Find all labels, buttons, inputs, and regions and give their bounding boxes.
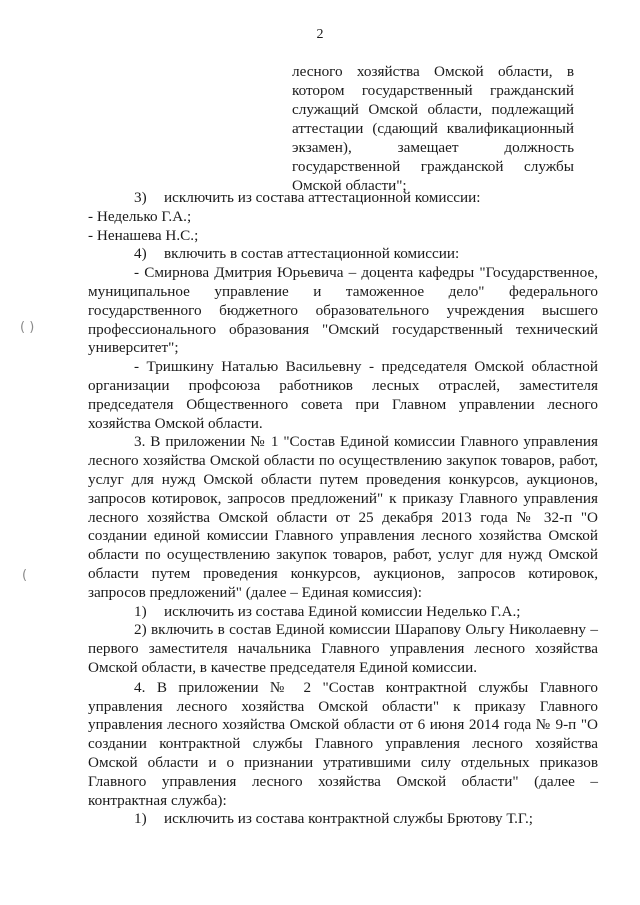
binding-hole-mark: ( ) — [20, 320, 35, 335]
list-item-number: 3) — [134, 189, 147, 206]
binding-hole-mark: ( — [22, 568, 28, 583]
paragraph-3: 3. В приложении № 1 "Состав Единой комиссии Главного управления лесного хозяйства Омской области по осуществлению закупок товаров, работ, услуг для нужд Омской области путем проведения конкурсов, аукционов, запросов котировок, запросов предложений" к приказу Главного управления лесного хозяйства Омской области от 25 декабря 2013 года № 32-п "О создании единой комиссии Главного управления лесного хозяйства Омской области по осуществлению закупок товаров, работ, услуг для нужд Омской области путем проведения конкурсов, аукционов, запросов котировок, запросов предложений" (далее – Единая комиссия): — [88, 433, 598, 601]
list-item-number: 1) — [134, 810, 147, 828]
list-item-4 — [88, 245, 598, 264]
list-item-3 — [88, 189, 598, 208]
list-entry: - Тришкину Наталью Васильевну - председателя Омской областной организации профсоюза работников лесных отраслей, заместителя председателя Общественного совета при Главном управлении лесного хозяйства Омской области. — [88, 358, 598, 432]
document-body — [88, 189, 598, 829]
list-item-number: 1) — [134, 602, 147, 620]
subitem-4-1 — [88, 810, 598, 829]
quoted-text-continuation: лесного хозяйства Омской области, в котором государственный гражданский служащий Омской области, подлежащий аттестации (сдающий квалификационный экзамен), замещает должность государственной гражданской службы Омской области"; — [292, 63, 574, 194]
list-entry: - Ненашева Н.С.; — [88, 226, 199, 244]
subitem-3-2: 2) включить в состав Единой комиссии Шарапову Ольгу Николаевну – первого заместителя начальника Главного управления лесного хозяйства Омской области, в качестве председателя Единой комиссии. — [88, 621, 598, 676]
paragraph-4: 4. В приложении № 2 "Состав контрактной службы Главного управления лесного хозяйства Омской области" к приказу Главного управления лесного хозяйства Омской области от 6 июня 2014 года № 9-п "О создании контрактной службы Главного управления лесного хозяйства Омской области и о признании утратившими силу отдельных приказов Главного управления лесного хозяйства Омской области" (далее – контрактная служба): — [88, 678, 598, 809]
list-item-text: исключить из состава Единой комиссии Неделько Г.А.; — [164, 602, 521, 620]
list-entry: - Смирнова Дмитрия Юрьевича – доцента кафедры "Государственное, муниципальное управление и таможенное дело" федерального государственного бюджетного образовательного учреждения высшего профессионального образования "Омский государственный технический университет"; — [88, 264, 598, 357]
list-item-text: исключить из состава контрактной службы Брютову Т.Г.; — [164, 810, 534, 828]
list-item-number: 4) — [134, 245, 147, 263]
list-item-text: исключить из состава аттестационной комиссии: — [164, 189, 481, 206]
subitem-3-1 — [88, 603, 598, 622]
page-number: 2 — [316, 27, 324, 42]
list-item-text: включить в состав аттестационной комиссии: — [164, 245, 460, 263]
list-entry: - Неделько Г.А.; — [88, 207, 192, 225]
